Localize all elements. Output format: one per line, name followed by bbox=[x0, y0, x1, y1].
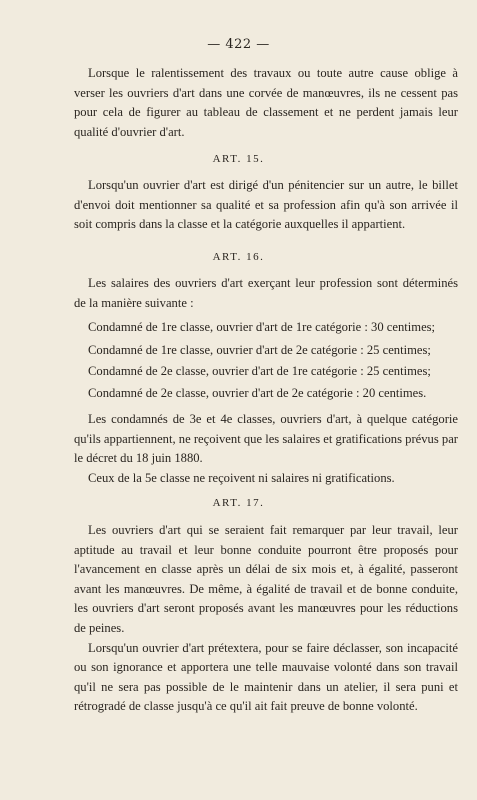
article-16-intro-block bbox=[74, 274, 458, 313]
article-15-paragraph: Lorsqu'un ouvrier d'art est dirigé d'un pénitencier sur un autre, le billet d'envoi doit mentionner sa qualité et sa profession afin qu'à son arrivée il soit compris dans la classe et la catégorie auxquelles il appartient. bbox=[74, 178, 458, 232]
page-number: — 422 — bbox=[207, 37, 270, 52]
article-17-paragraph-1: Les ouvriers d'art qui se seraient fait remarquer par leur travail, leur aptitude au travail et leur bonne conduite pourront être proposés pour l'avancement en classe après un délai de six mois et, à égalité, passeront avant les manœuvres. De même, à égalité de travail et de bonne conduite, les ouvriers d'art seront proposés avant les manœuvres pour les réductions de peines. bbox=[74, 523, 458, 635]
salary-line-3: Condamné de 2e classe, ouvrier d'art de 1re catégorie : 25 centimes; bbox=[88, 364, 431, 378]
intro-paragraph-block bbox=[74, 64, 458, 142]
article-17-paragraph-2: Lorsqu'un ouvrier d'art prétextera, pour se faire déclasser, son incapacité ou son ignorance et apportera une telle mauvaise volonté dans son travail qu'il ne sera pas possible de le maintenir dans un atelier, il sera puni et rétrogradé de classe jusqu'à ce qu'il ait fait preuve de bonne volonté. bbox=[74, 640, 458, 714]
article-15-block bbox=[74, 176, 458, 235]
article-15-heading: ART. 15. bbox=[212, 153, 265, 165]
article-17-heading: ART. 17. bbox=[212, 497, 265, 509]
article-16-heading: ART. 16. bbox=[212, 251, 265, 263]
article-16-paragraph-3: Ceux de la 5e classe ne reçoivent ni salaires ni gratifications. bbox=[88, 470, 395, 485]
article-16-body-block bbox=[74, 410, 458, 488]
salary-line-1: Condamné de 1re classe, ouvrier d'art de 1re catégorie : 30 centimes; bbox=[88, 320, 436, 334]
intro-paragraph: Lorsque le ralentissement des travaux ou toute autre cause oblige à verser les ouvriers d'art dans une corvée de manœuvres, ils ne cessent pas pour cela de figurer au tableau de classement et ne perdent jamais leur qualité d'ouvrier d'art. bbox=[74, 66, 458, 139]
salary-line-2: Condamné de 1re classe, ouvrier d'art de 2e catégorie : 25 centimes; bbox=[88, 343, 431, 357]
article-16-paragraph-2: Les condamnés de 3e et 4e classes, ouvriers d'art, à quelque catégorie qu'ils appartiennent, ne reçoivent que les salaires et gratifications prévus par le décret du 18 juin 1880. bbox=[74, 412, 458, 466]
article-16-intro: Les salaires des ouvriers d'art exerçant leur profession sont déterminés de la manière suivante : bbox=[74, 276, 458, 310]
salary-line-4: Condamné de 2e classe, ouvrier d'art de 2e catégorie : 20 centimes. bbox=[88, 386, 427, 400]
article-17-block bbox=[74, 521, 458, 717]
